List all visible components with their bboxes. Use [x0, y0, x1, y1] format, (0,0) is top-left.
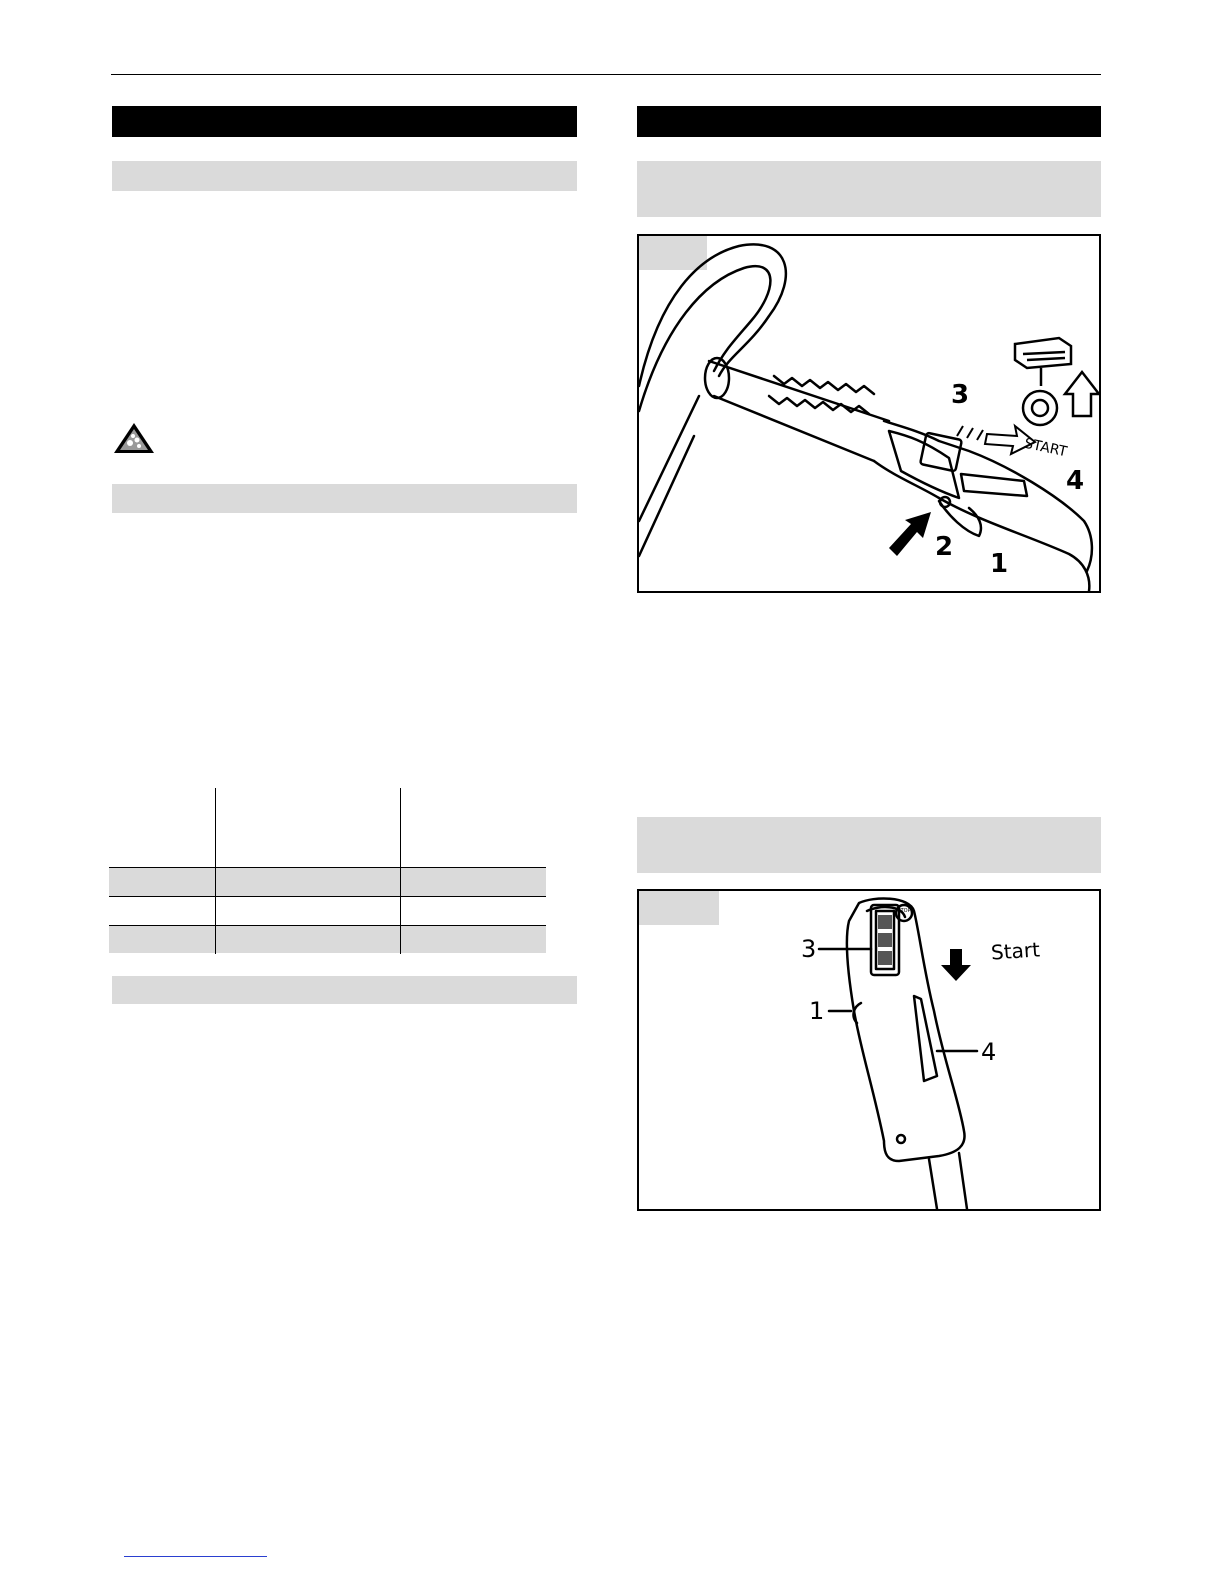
- callout-1: 1: [990, 549, 1009, 579]
- stop-label: STOP: [897, 908, 911, 914]
- hand-grip-icon: [1015, 338, 1071, 425]
- table-column-rule: [215, 788, 216, 954]
- section-heading-bar-left: [112, 106, 577, 137]
- subheading-bar-1: [112, 161, 577, 191]
- table-row-band-1: [109, 868, 546, 896]
- start-label: START: [1022, 435, 1069, 461]
- arrow-up-icon: [1065, 372, 1099, 416]
- arrow-down-icon: [941, 949, 971, 981]
- handlebar-illustration: [639, 236, 1099, 591]
- table-column-rule: [400, 788, 401, 954]
- callout-4: 4: [1066, 466, 1085, 496]
- table-rule: [109, 896, 546, 897]
- subheading-bar-3: [112, 976, 577, 1004]
- subheading-bar-5: [637, 817, 1101, 873]
- callout-4: 4: [981, 1038, 997, 1066]
- table-row-band-2: [109, 926, 546, 953]
- warning-triangle-icon: [112, 421, 156, 455]
- callout-2: 2: [935, 532, 954, 562]
- callout-3: 3: [951, 380, 970, 410]
- callout-1: 1: [809, 997, 825, 1025]
- header-rule: [111, 74, 1101, 75]
- callout-3: 3: [801, 935, 817, 963]
- table-rule: [109, 925, 546, 926]
- table-rule: [109, 867, 546, 868]
- subheading-bar-4: [637, 161, 1101, 217]
- footer-link-underline[interactable]: [124, 1556, 267, 1557]
- figure-1: [637, 234, 1101, 593]
- figure-2: [637, 889, 1101, 1211]
- section-heading-bar-right: [637, 106, 1101, 137]
- subheading-bar-2: [112, 484, 577, 513]
- start-label: Start: [990, 937, 1041, 965]
